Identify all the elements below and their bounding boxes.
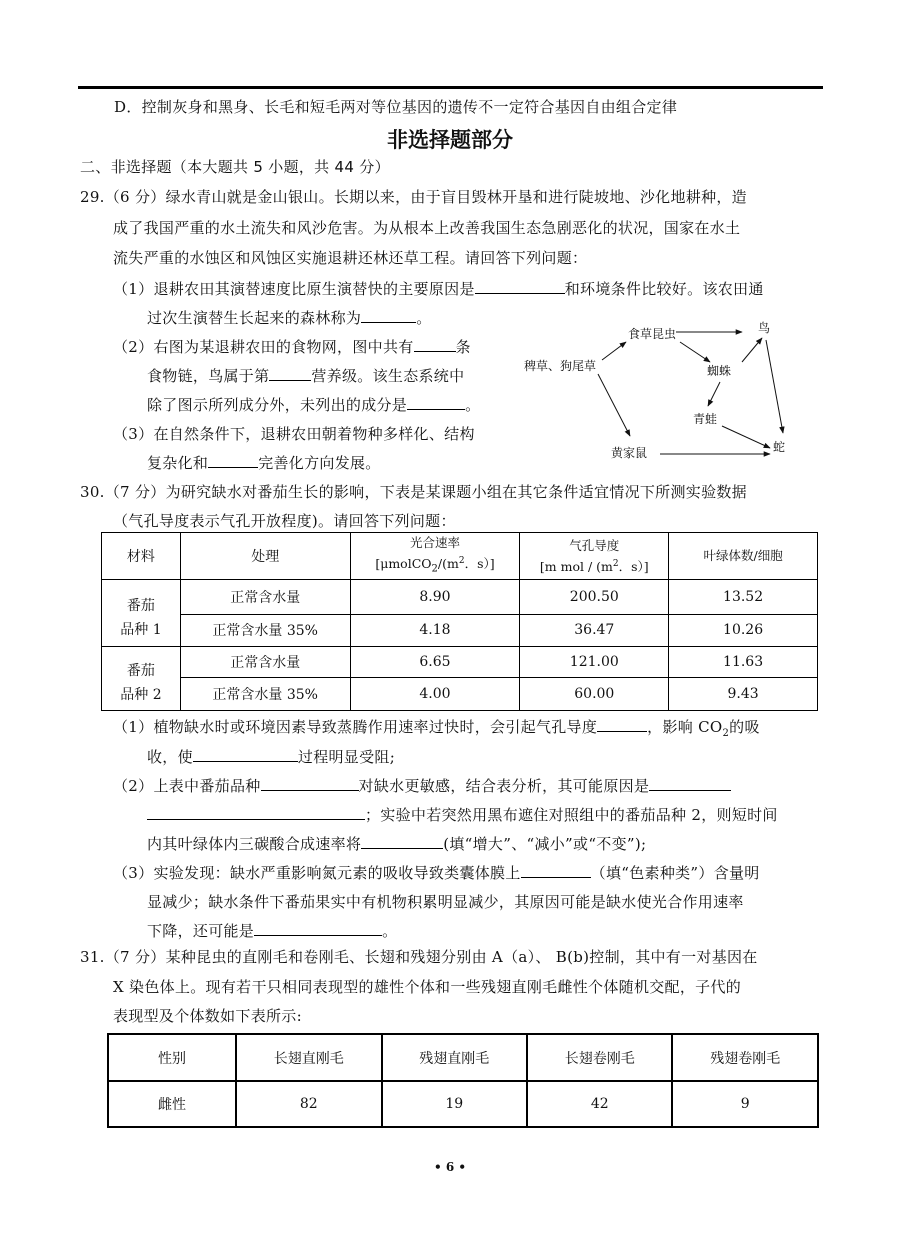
q30-part2-line3 xyxy=(147,834,646,854)
chloro-cell: 11.63 xyxy=(669,646,818,677)
photo-cell: 8.90 xyxy=(350,579,520,614)
node-bird: 鸟 xyxy=(758,321,771,335)
q30-part1-line2 xyxy=(147,747,395,767)
q30-p1-text-b: ，影响 CO xyxy=(647,718,723,736)
stomata-cell: 60.00 xyxy=(520,677,669,710)
q29-part2-line2 xyxy=(147,366,464,386)
q30-p1-text-a: （1）植物缺水时或环境因素导致蒸腾作用速率过快时，会引起气孔导度 xyxy=(113,718,598,736)
q30-p2-text-d: 内其叶绿体内三碳酸合成速率将 xyxy=(147,835,362,853)
q30-p2-blank-2[interactable] xyxy=(649,776,731,791)
table-header-row xyxy=(108,1034,818,1081)
node-snake: 蛇 xyxy=(773,440,786,454)
q29-p1-text-d: 。 xyxy=(416,309,432,327)
q30-p3-text-a: （3）实验发现：缺水严重影响氮元素的吸收导致类囊体膜上 xyxy=(113,864,521,882)
q29-p1-blank-1[interactable] xyxy=(475,279,565,294)
photo-rate-unit: [$\mu molCO_2/(m^2$．s）] xyxy=(375,556,495,575)
page-number: • 6 • xyxy=(433,1160,467,1174)
q30-p3-text-b: （填“色素种类”）含量明 xyxy=(590,864,760,882)
table-header-row xyxy=(102,533,818,580)
header-photo-rate xyxy=(350,533,520,580)
q30-p2-text-e: (填“增大”、“减小”或“不变”); xyxy=(443,835,647,853)
q29-part1-line1 xyxy=(113,279,764,299)
header-stomata xyxy=(520,533,669,580)
q31-line1: 31.（7 分）某种昆虫的直刚毛和卷刚毛、长翅和残翅分别由 A（a）、 B(b)控制，其中有一对基因在 xyxy=(80,948,758,966)
q29-p2-text-e: 除了图示所列成分外，未列出的成分是 xyxy=(147,396,408,414)
q30-p3-text-e: 。 xyxy=(382,922,398,940)
arrow-producer-insect xyxy=(602,342,626,360)
section-heading: 二、非选择题（本大题共 5 小题，共 44 分） xyxy=(80,158,390,176)
material-cell: 番茄 品种 2 xyxy=(102,646,181,710)
q29-p1-blank-2[interactable] xyxy=(361,308,416,323)
stomata-cell: 121.00 xyxy=(520,646,669,677)
q29-p2-text-f: 。 xyxy=(465,396,481,414)
q29-line3: 流失严重的水蚀区和风蚀区实施退耕还林还草工程。请回答下列问题： xyxy=(113,249,588,267)
chloro-cell: 13.52 xyxy=(669,579,818,614)
q30-data-table xyxy=(101,532,818,711)
arrow-frog-snake xyxy=(722,426,770,448)
q30-p3-blank-1[interactable] xyxy=(521,863,591,878)
photo-cell: 4.18 xyxy=(350,614,520,646)
q29-p1-text-a: （1）退耕农田其演替速度比原生演替快的主要原因是 xyxy=(113,280,475,298)
q31-line2: X 染色体上。现有若干只相同表现型的雄性个体和一些残翅直刚毛雌性个体随机交配，子代的 xyxy=(113,978,742,996)
arrow-producer-mouse xyxy=(598,374,630,436)
material-cell: 番茄 品种 1 xyxy=(102,579,181,646)
photo-rate-label: 光合速率 xyxy=(409,535,460,550)
table-row xyxy=(102,579,818,614)
q30-p2-blank-3[interactable] xyxy=(361,834,443,849)
table-row xyxy=(102,646,818,677)
q29-line1: 29.（6 分）绿水青山就是金山银山。长期以来，由于盲目毁林开垦和进行陡坡地、沙化地耕种，造 xyxy=(80,188,747,206)
stomata-cell: 200.50 xyxy=(520,579,669,614)
node-mouse: 黄家鼠 xyxy=(611,446,648,460)
treatment-cell: 正常含水量 35% xyxy=(180,677,350,710)
q29-part1-line2 xyxy=(147,308,432,328)
node-frog: 青蛙 xyxy=(693,412,718,426)
chloro-cell: 9.43 xyxy=(669,677,818,710)
photo-cell: 4.00 xyxy=(350,677,520,710)
q30-part2-line1 xyxy=(113,776,731,796)
q30-p1-text-c: 的吸 xyxy=(729,718,760,736)
q31-offspring-table xyxy=(107,1033,819,1128)
q30-part1-line1 xyxy=(113,717,760,744)
header-vestigial-curly: 残翅卷刚毛 xyxy=(672,1034,818,1081)
count-cell: 9 xyxy=(672,1081,818,1127)
q29-p2-text-b: 条 xyxy=(455,338,471,356)
q30-p1-text-d: 收，使 xyxy=(147,748,193,766)
table-row xyxy=(108,1081,818,1127)
stomata-cell: 36.47 xyxy=(520,614,669,646)
q29-line2: 成了我国严重的水土流失和风沙危害。为从根本上改善我国生态急剧恶化的状况，国家在水土 xyxy=(113,219,741,237)
stomata-unit: [m mol / ($m^2$．s）] xyxy=(539,558,649,574)
q29-p3-blank[interactable] xyxy=(208,453,258,468)
q30-p2-text-a: （2）上表中番茄品种 xyxy=(113,777,261,795)
q30-p2-blank-2-cont[interactable] xyxy=(147,805,365,820)
q30-p3-text-d: 下降，还可能是 xyxy=(147,922,255,940)
node-spider: 蜘蛛 xyxy=(707,364,732,378)
food-web-diagram xyxy=(510,310,810,470)
q29-p1-text-c: 过次生演替生长起来的森林称为 xyxy=(147,309,362,327)
count-cell: 82 xyxy=(236,1081,381,1127)
sex-cell: 雌性 xyxy=(108,1081,236,1127)
node-insect: 食草昆虫 xyxy=(628,327,677,341)
node-producer: 稗草、狗尾草 xyxy=(524,359,597,373)
stomata-label: 气孔导度 xyxy=(569,537,620,553)
q29-p2-blank-2[interactable] xyxy=(269,366,311,381)
q29-p2-blank-3[interactable] xyxy=(407,395,465,410)
section-title: 非选择题部分 xyxy=(387,128,513,152)
arrow-spider-frog xyxy=(708,382,720,406)
count-cell: 42 xyxy=(527,1081,672,1127)
q29-p3-text-c: 完善化方向发展。 xyxy=(258,454,381,472)
q30-part3-line1 xyxy=(113,863,760,883)
q30-p2-text-b: 对缺水更敏感，结合表分析，其可能原因是 xyxy=(358,777,650,795)
q30-line2: （气孔导度表示气孔开放程度)。请回答下列问题： xyxy=(113,512,456,530)
q30-p1-blank-2[interactable] xyxy=(193,747,298,762)
q30-part3-line3 xyxy=(147,921,397,941)
q30-p3-blank-2[interactable] xyxy=(254,921,382,936)
header-rule xyxy=(78,86,823,89)
q29-p3-text-b: 复杂化和 xyxy=(147,454,209,472)
q29-p2-text-d: 营养级。该生态系统中 xyxy=(311,367,465,385)
table-row xyxy=(102,614,818,646)
treatment-cell: 正常含水量 xyxy=(180,646,350,677)
arrow-insect-spider xyxy=(680,342,710,362)
header-vestigial-straight: 残翅直刚毛 xyxy=(382,1034,527,1081)
q30-part3-line2: 显减少；缺水条件下番茄果实中有机物积累明显减少，其原因可能是缺水使光合作用速率 xyxy=(147,893,744,911)
header-long-straight: 长翅直刚毛 xyxy=(236,1034,381,1081)
header-long-curly: 长翅卷刚毛 xyxy=(527,1034,672,1081)
q30-p2-blank-1[interactable] xyxy=(261,776,359,791)
q29-p1-text-b: 和环境条件比较好。该农田通 xyxy=(564,280,764,298)
table-row xyxy=(102,677,818,710)
q29-part3-line2 xyxy=(147,453,381,473)
q31-line3: 表现型及个体数如下表所示: xyxy=(113,1007,302,1025)
header-treatment: 处理 xyxy=(180,533,350,580)
photo-cell: 6.65 xyxy=(350,646,520,677)
q30-p2-text-c: ；实验中若突然用黑布遮住对照组中的番茄品种 2，则短时间 xyxy=(365,806,778,824)
prev-option-d: D．控制灰身和黑身、长毛和短毛两对等位基因的遗传不一定符合基因自由组合定律 xyxy=(114,98,678,116)
co2-subscript: 2 xyxy=(722,728,730,739)
q30-p1-text-e: 过程明显受阻; xyxy=(297,748,396,766)
q30-p1-blank-1[interactable] xyxy=(597,717,647,732)
q29-part3-line1: （3）在自然条件下，退耕农田朝着物种多样化、结构 xyxy=(113,425,475,443)
q30-line1: 30.（7 分）为研究缺水对番茄生长的影响，下表是某课题小组在其它条件适宜情况下所测实验数据 xyxy=(80,483,747,501)
q30-part2-line2 xyxy=(147,805,778,825)
q29-p2-text-a: （2）右图为某退耕农田的食物网，图中共有 xyxy=(113,338,414,356)
q29-p2-text-c: 食物链，鸟属于第 xyxy=(147,367,270,385)
arrow-spider-bird xyxy=(742,338,762,362)
count-cell: 19 xyxy=(382,1081,527,1127)
treatment-cell: 正常含水量 35% xyxy=(180,614,350,646)
arrow-bird-snake xyxy=(766,340,783,433)
header-sex: 性别 xyxy=(108,1034,236,1081)
q29-part2-line1 xyxy=(113,337,471,357)
header-chloroplast: 叶绿体数/细胞 xyxy=(669,533,818,580)
q29-p2-blank-1[interactable] xyxy=(414,337,456,352)
q29-part2-line3 xyxy=(147,395,480,415)
chloro-cell: 10.26 xyxy=(669,614,818,646)
header-material: 材料 xyxy=(102,533,181,580)
treatment-cell: 正常含水量 xyxy=(180,579,350,614)
